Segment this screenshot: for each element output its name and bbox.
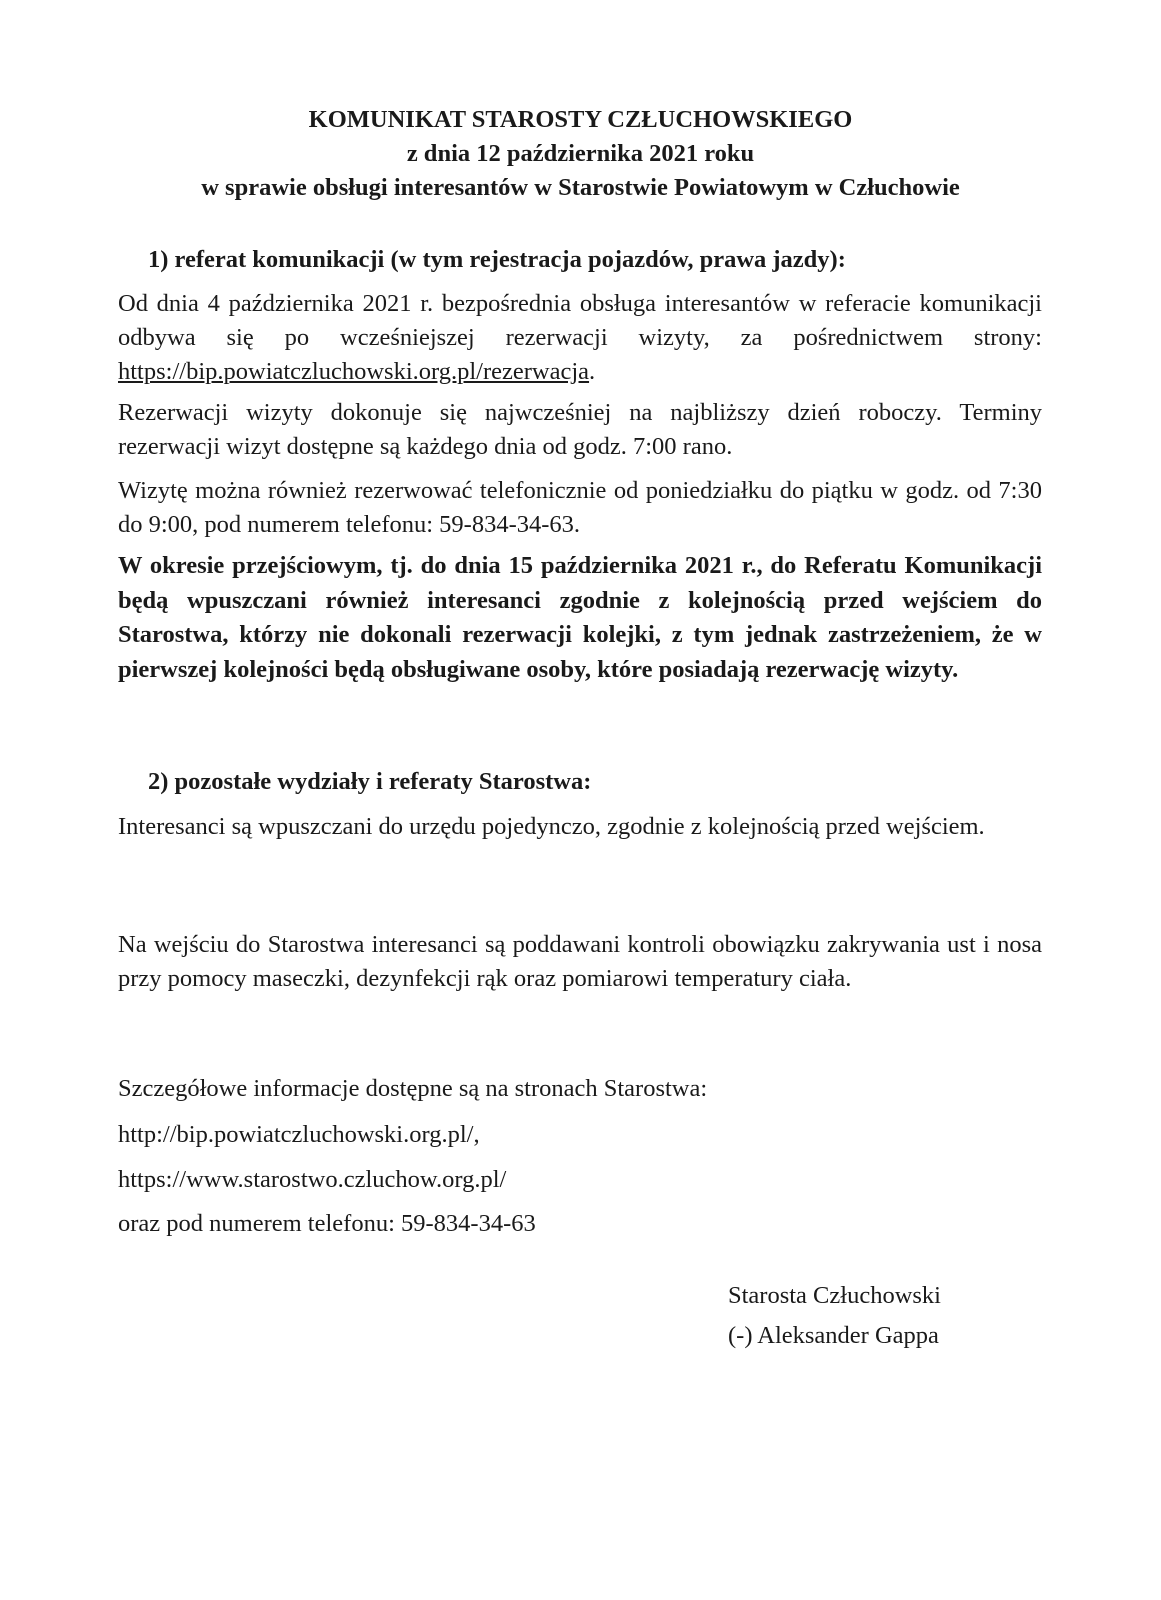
section-1-heading: 1) referat komunikacji (w tym rejestracja pojazdów, prawa jazdy): (148, 246, 846, 273)
section-1-paragraph-2: Rezerwacji wizyty dokonuje się najwcześniej na najbliższy dzień roboczy. Terminy rezerwacji wizyt dostępne są każdego dnia od godz. 7:00 rano. (118, 399, 1042, 460)
signature-title: Starosta Człuchowski (728, 1282, 941, 1309)
signature-block (728, 1276, 941, 1356)
info-phone: oraz pod numerem telefonu: 59-834-34-63 (118, 1210, 536, 1237)
section-2-paragraph-1: Interesanci są wpuszczani do urzędu pojedynczo, zgodnie z kolejnością przed wejściem. (118, 813, 985, 840)
title-line-1: KOMUNIKAT STAROSTY CZŁUCHOWSKIEGO (308, 106, 853, 133)
section-1-paragraph-1 (118, 287, 1042, 389)
section-1-paragraph-4: W okresie przejściowym, tj. do dnia 15 października 2021 r., do Referatu Komunikacji będą wpuszczani również interesanci zgodnie z kolejnością przed wejściem do Starostwa, którzy nie dokonali rezerwacji kolejki, z tym jednak zastrzeżeniem, że w pierwszej kolejności będą obsługiwane osoby, które posiadają rezerwację wizyty. (118, 552, 1042, 683)
info-link-starostwo[interactable]: https://www.starostwo.czluchow.org.pl/ (118, 1166, 507, 1193)
reservation-link[interactable]: https://bip.powiatczluchowski.org.pl/rezerwacja (118, 358, 590, 385)
info-link-bip[interactable]: http://bip.powiatczluchowski.org.pl/, (118, 1121, 480, 1148)
info-intro: Szczegółowe informacje dostępne są na stronach Starostwa: (118, 1075, 708, 1102)
section-1-paragraph-3: Wizytę można również rezerwować telefonicznie od poniedziałku do piątku w godz. od 7:30 do 9:00, pod numerem telefonu: 59-834-34-63. (118, 477, 1042, 538)
document-title (0, 103, 1161, 205)
section-1-paragraph-1-end: . (589, 358, 596, 385)
section-2-heading: 2) pozostałe wydziały i referaty Starostwa: (148, 768, 592, 795)
control-paragraph: Na wejściu do Starostwa interesanci są poddawani kontroli obowiązku zakrywania ust i nosa przy pomocy maseczki, dezynfekcji rąk oraz pomiarowi temperatury ciała. (118, 931, 1042, 992)
section-1-paragraph-1-text: Od dnia 4 października 2021 r. bezpośrednia obsługa interesantów w referacie komunikacji odbywa się po wcześniejszej rezerwacji wizyty, za pośrednictwem strony: (118, 290, 1042, 351)
title-line-2: z dnia 12 października 2021 roku (406, 140, 755, 167)
signature-name: (-) Aleksander Gappa (728, 1322, 939, 1349)
title-line-3: w sprawie obsługi interesantów w Starostwie Powiatowym w Człuchowie (201, 174, 960, 201)
